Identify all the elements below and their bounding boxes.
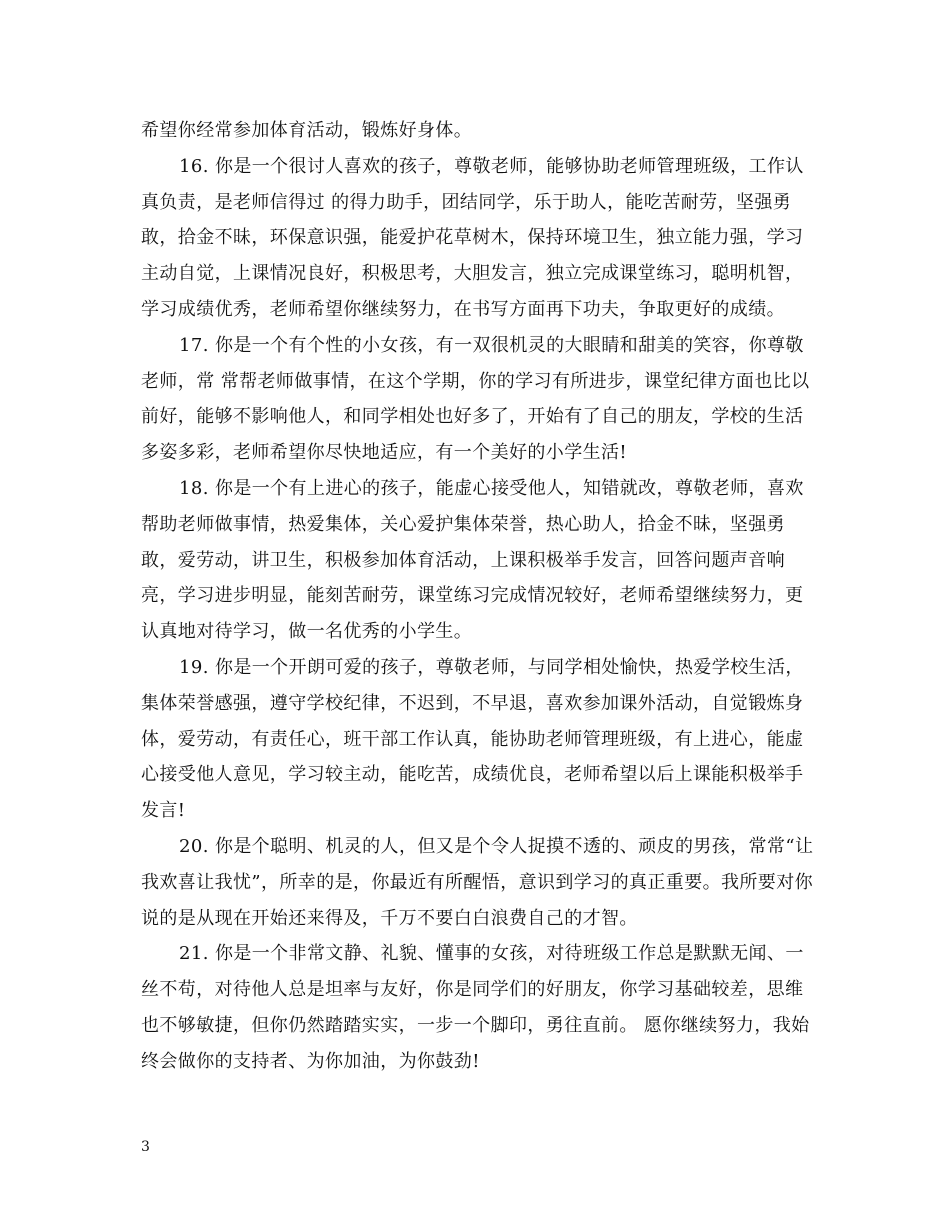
paragraph-18: 18. 你是一个有上进心的孩子，能虚心接受他人，知错就改，尊敬老师，喜欢帮助老师做事情，热爱集体，关心爱护集体荣誉，热心助人，拾金不昧，坚强勇敢，爱劳动，讲卫生，积极参加体育活动，上课积极举手发言，回答问题声音响亮，学习进步明显，能刻苦耐劳，课堂练习完成情况较好，老师希望继续努力，更认真地对待学习，做一名优秀的小学生。	[141, 477, 804, 643]
paragraph-17: 17. 你是一个有个性的小女孩，有一双很机灵的大眼睛和甜美的笑容，你尊敬老师，常 常帮老师做事情，在这个学期，你的学习有所进步，课堂纪律方面也比以前好，能够不影响他人，和同学相处也好多了，开始有了自己的朋友，学校的生活多姿多彩，老师希望你尽快地适应，有一个美好的小学生活!	[141, 334, 810, 464]
body-text	[141, 113, 821, 1080]
paragraph-21: 21. 你是一个非常文静、礼貌、懂事的女孩，对待班级工作总是默默无闻、一丝不苟，对待他人总是坦率与友好，你是同学们的好朋友，你学习基础较差，思维也不够敏捷，但你仍然踏踏实实，一步一个脚印，勇往直前。 愿你继续努力，我始终会做你的支持者、为你加油，为你鼓劲!	[141, 943, 810, 1072]
paragraph-continuation: 希望你经常参加体育活动，锻炼好身体。	[141, 120, 473, 141]
paragraph-19: 19. 你是一个开朗可爱的孩子，尊敬老师，与同学相处愉快，热爱学校生活，集体荣誉感强，遵守学校纪律，不迟到，不早退，喜欢参加课外活动，自觉锻炼身体，爱劳动，有责任心，班干部工作认真，能协助老师管理班级，有上进心，能虚心接受他人意见，学习较主动，能吃苦，成绩优良，老师希望以后上课能积极举手发言!	[141, 656, 804, 822]
page-number: 3	[141, 1139, 150, 1155]
paragraph-16: 16. 你是一个很讨人喜欢的孩子，尊敬老师，能够协助老师管理班级，工作认真负责，是老师信得过 的得力助手，团结同学，乐于助人，能吃苦耐劳，坚强勇敢，拾金不昧，环保意识强，能爱护花草树木，保持环境卫生，独立能力强，学习主动自觉，上课情况良好，积极思考，大胆发言，独立完成课堂练习，聪明机智，学习成绩优秀，老师希望你继续努力，在书写方面再下功夫，争取更好的成绩。	[141, 155, 804, 320]
paragraph-20: 20. 你是个聪明、机灵的人，但又是个令人捉摸不透的、顽皮的男孩，常常“让我欢喜让我忧”，所幸的是，你最近有所醒悟，意识到学习的真正重要。我所要对你说的是从现在开始还来得及，千万不要白白浪费自己的才智。	[141, 835, 814, 929]
